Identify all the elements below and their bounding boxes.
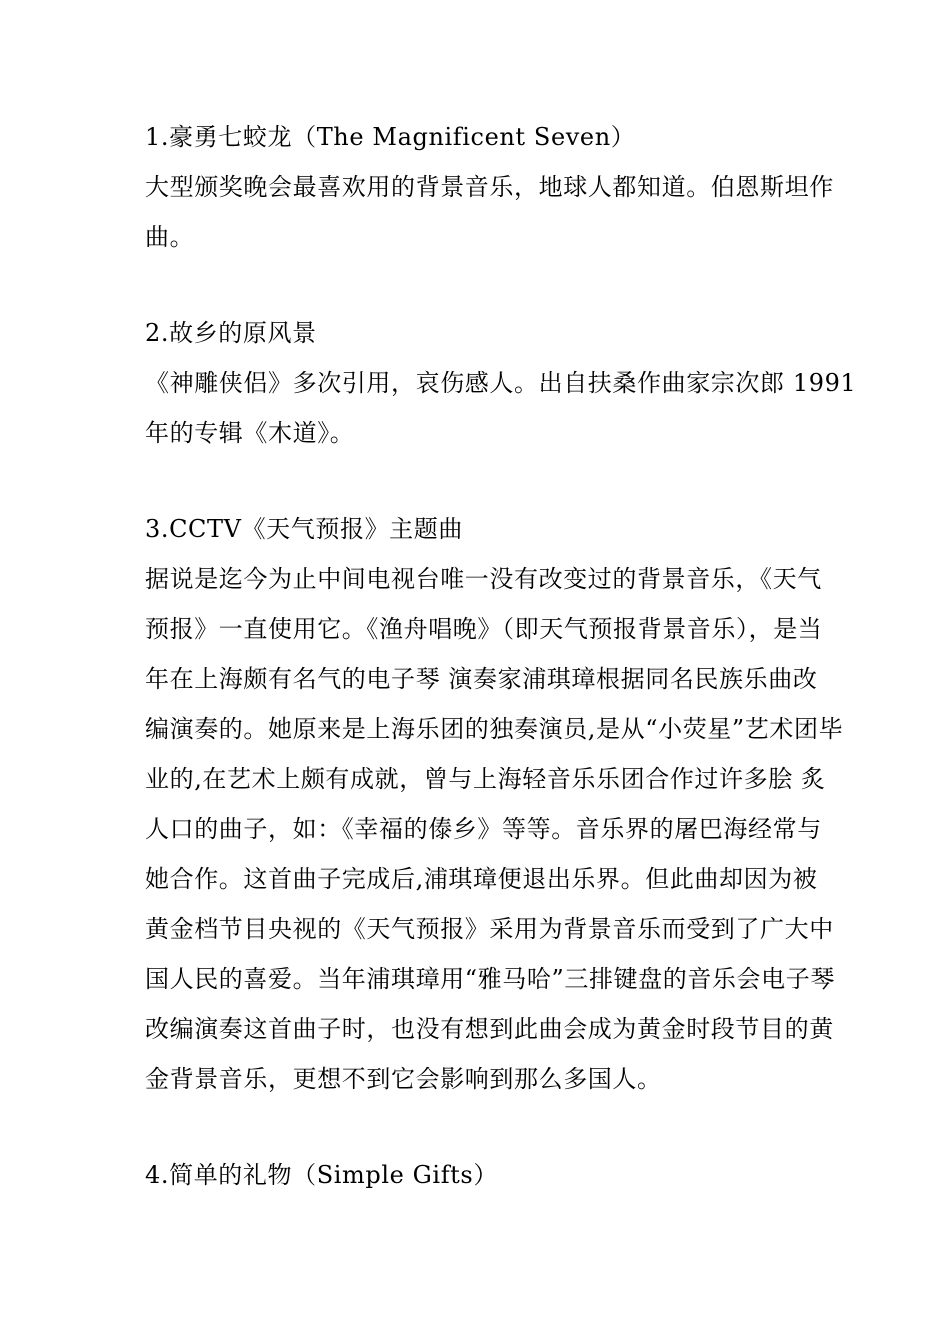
paragraph-line: 编演奏的。她原来是上海乐团的独奏演员,是从“小荧星”艺术团毕 bbox=[145, 715, 844, 743]
section-spacer bbox=[145, 458, 810, 504]
paragraph-line: 预报》一直使用它。《渔舟唱晚》（即天气预报背景音乐），是当 bbox=[145, 615, 823, 643]
paragraph-line: 金背景音乐，更想不到它会影响到那么多国人。 bbox=[145, 1065, 662, 1093]
paragraph-line: 大型颁奖晚会最喜欢用的背景音乐，地球人都知道。伯恩斯坦作 bbox=[145, 173, 834, 201]
paragraph-line: 人口的曲子，如：《幸福的傣乡》等等。音乐界的屠巴海经常与 bbox=[145, 815, 822, 843]
document-page bbox=[145, 112, 857, 1200]
section-spacer bbox=[145, 262, 810, 308]
paragraph-line: 国人民的喜爱。当年浦琪璋用“雅马哈”三排键盘的音乐会电子琴 bbox=[145, 965, 835, 993]
section-4 bbox=[145, 1150, 810, 1200]
section-spacer bbox=[145, 1104, 810, 1150]
section-heading: 2.故乡的原风景 bbox=[145, 319, 317, 347]
paragraph-line: 年在上海颇有名气的电子琴 演奏家浦琪璋根据同名民族乐曲改 bbox=[145, 665, 818, 693]
paragraph-line: 年的专辑《木道》。 bbox=[145, 419, 355, 447]
section-heading: 3.CCTV《天气预报》主题曲 bbox=[145, 515, 463, 543]
paragraph-line: 《神雕侠侣》多次引用，哀伤感人。出自扶桑作曲家宗次郎 1991 bbox=[145, 369, 857, 397]
paragraph-line: 曲。 bbox=[145, 223, 195, 251]
section-2 bbox=[145, 308, 857, 458]
paragraph-line: 黄金档节目央视的《天气预报》采用为背景音乐而受到了广大中 bbox=[145, 915, 834, 943]
paragraph-line: 她合作。这首曲子完成后,浦琪璋便退出乐界。但此曲却因为被 bbox=[145, 865, 818, 893]
section-heading: 4.简单的礼物（Simple Gifts） bbox=[145, 1161, 498, 1189]
paragraph-line: 改编演奏这首曲子时，也没有想到此曲会成为黄金时段节目的黄 bbox=[145, 1015, 834, 1043]
paragraph-line: 业的,在艺术上颇有成就，曾与上海轻音乐乐团合作过许多脍 炙 bbox=[145, 765, 826, 793]
section-1 bbox=[145, 112, 834, 262]
section-heading: 1.豪勇七蛟龙（The Magnificent Seven） bbox=[145, 123, 636, 151]
paragraph-line: 据说是迄今为止中间电视台唯一没有改变过的背景音乐，《天气 bbox=[145, 565, 822, 593]
section-3 bbox=[145, 504, 844, 1104]
